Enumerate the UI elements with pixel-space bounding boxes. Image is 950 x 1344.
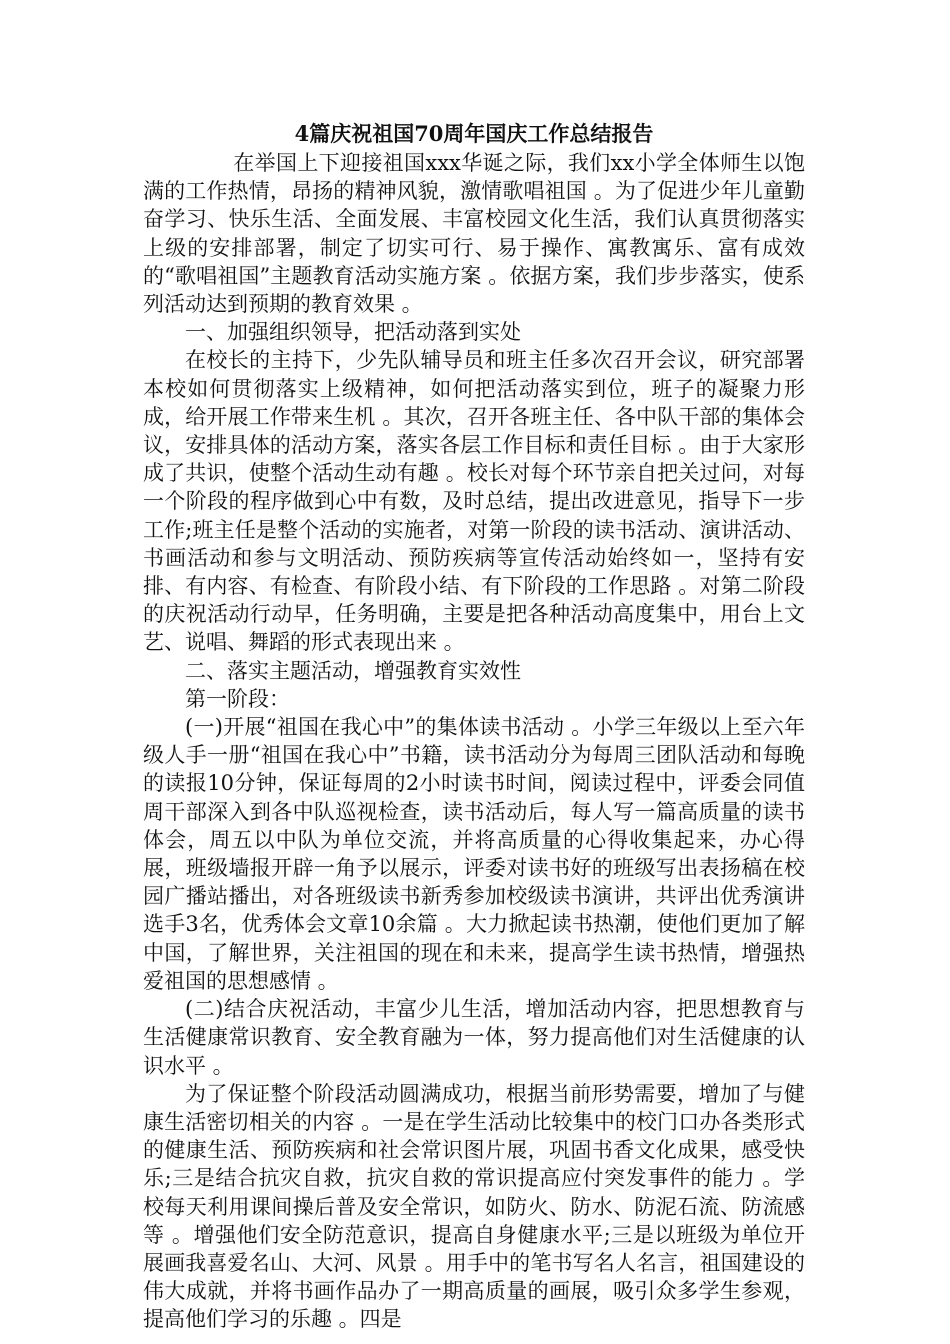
document-body (143, 119, 805, 1334)
document-title: 4篇庆祝祖国70周年国庆工作总结报告 (294, 121, 654, 146)
reading-activity-paragraph: (一)开展“祖国在我心中”的集体读书活动 。小学三年级以上至六年级人手一册“祖国在我心中”书籍，读书活动分为每周三团队活动和每晚的读报10分钟，保证每周的2小时读书时间，阅读过程中，评委会同值周干部深入到各中队巡视检查，读书活动后，每人写一篇高质量的读书体会，周五以中队为单位交流，并将高质量的心得收集起来，办心得展，班级墙报开辟一角予以展示，评委对读书好的班级写出表扬稿在校园广播站播出，对各班级读书新秀参加校级读书演讲，共评出优秀演讲选手3名，优秀体会文章10余篇 。大力掀起读书热潮，使他们更加了解中国，了解世界，关注祖国的现在和未来，提高学生读书热情，增强热爱祖国的思想感情 。 (143, 715, 805, 993)
health-safety-paragraph: 为了保证整个阶段活动圆满成功，根据当前形势需要，增加了与健康生活密切相关的内容 。一是在学生活动比较集中的校门口办各类形式的健康生活、预防疾病和社会常识图片展，巩固书香文化成果，感受快乐;三是结合抗灾自救，抗灾自救的常识提高应付突发事件的能力 。学校每天利用课间操后普及安全常识，如防火、防水、防泥石流、防流感等 。增强他们安全防范意识，提高自身健康水平;三是以班级为单位开展画我喜爱名山、大河、风景 。用手中的笔书写名人名言，祖国建设的伟大成就，并将书画作品办了一期高质量的画展，吸引众多学生参观，提高他们学习的乐趣 。四是 (143, 1081, 805, 1332)
stage-heading-1: 第一阶段： (185, 686, 290, 711)
celebration-activity-paragraph: (二)结合庆祝活动，丰富少儿生活，增加活动内容，把思想教育与生活健康常识教育、安全教育融为一体，努力提高他们对生活健康的认识水平 。 (143, 997, 805, 1078)
intro-paragraph: 在举国上下迎接祖国xxx华诞之际，我们xx小学全体师生以饱满的工作热情，昂扬的精神风貌，激情歌唱祖国 。为了促进少年儿童勤奋学习、快乐生活、全面发展、丰富校园文化生活，我们认真贯彻落实上级的安排部署，制定了切实可行、易于操作、寓教寓乐、富有成效的“歌唱祖国”主题教育活动实施方案 。依据方案，我们步步落实，使系列活动达到预期的教育效果 。 (143, 151, 805, 317)
section-heading-1: 一、加强组织领导，把活动落到实处 (185, 320, 521, 345)
section-1-paragraph: 在校长的主持下，少先队辅导员和班主任多次召开会议，研究部署本校如何贯彻落实上级精神，如何把活动落实到位，班子的凝聚力形成，给开展工作带来生机 。其次，召开各班主任、各中队干部的集体会议，安排具体的活动方案，落实各层工作目标和责任目标 。由于大家形成了共识，使整个活动生动有趣 。校长对每个环节亲自把关过问，对每一个阶段的程序做到心中有数，及时总结，提出改进意见，指导下一步工作;班主任是整个活动的实施者，对第一阶段的读书活动、演讲活动、书画活动和参与文明活动、预防疾病等宣传活动始终如一，坚持有安排、有内容、有检查、有阶段小结、有下阶段的工作思路 。对第二阶段的庆祝活动行动早，任务明确，主要是把各种活动高度集中，用台上文艺、说唱、舞蹈的形式表现出来 。 (143, 348, 805, 655)
section-heading-2: 二、落实主题活动，增强教育实效性 (185, 658, 521, 683)
